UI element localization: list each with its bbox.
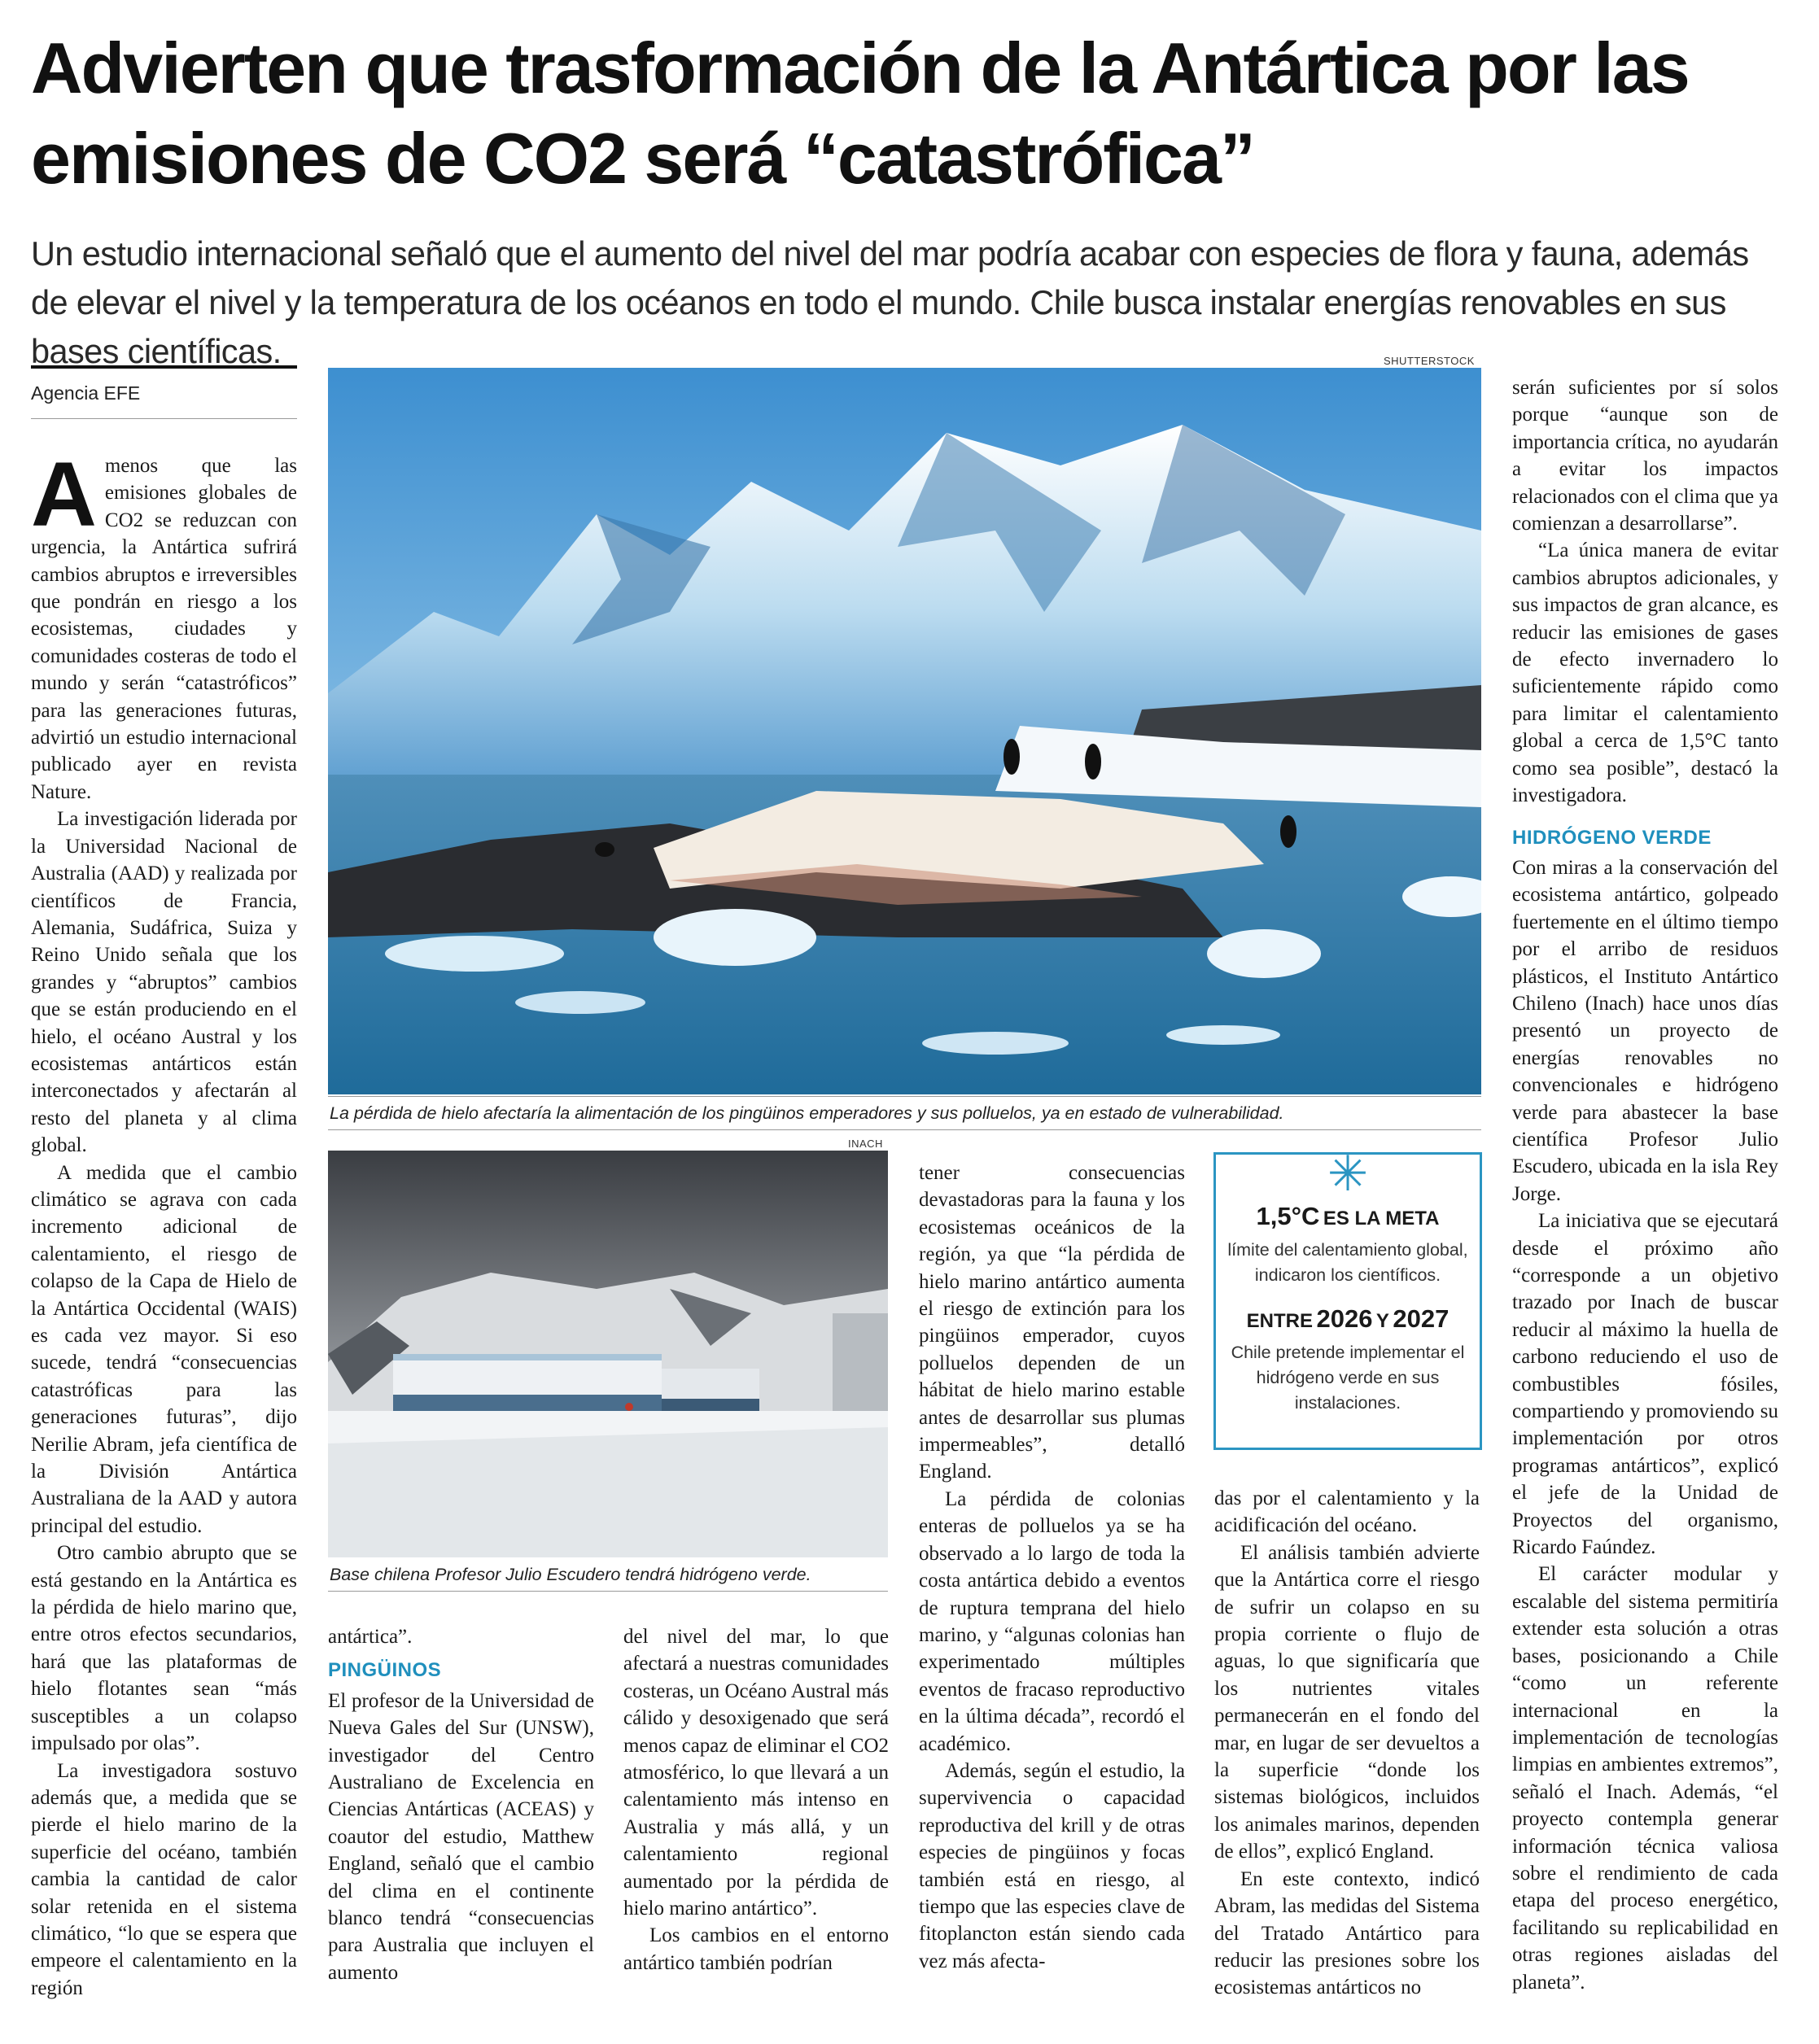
paragraph: del nivel del mar, lo que afectará a nuestras comunidades costeras, un Océano Austral más cálido y desoxigenado que será menos capaz de eliminar el CO2 atmosférico, lo que llevará a un calentamiento más intenso en Australia y más allá, y un calentamiento regional aumentado por la pérdida de hielo marino antártico”.: [623, 1626, 889, 1920]
asterisk-icon: ✳: [1327, 1146, 1369, 1201]
paragraph: El profesor de la Universidad de Nueva Gales del Sur (UNSW), investigador del Centro Australiano de Excelencia en Ciencias Antárticas (ACEAS) y coautor del estudio, Matthew England, señaló que el cambio del clima en el continente blanco tendrá “consecuencias para Australia que incluyen el aumento: [328, 1689, 594, 1984]
drop-cap: A: [31, 443, 97, 545]
photo-credit: SHUTTERSTOCK: [1384, 355, 1475, 367]
paragraph: A medida que el cambio climático se agrava con cada incremento adicional de calentamiento, el riesgo de colapso de la Capa de Hielo de la Antártica Occidental (WAIS) es cada vez mayor. Si eso sucede, tendrá “consecuencias catastróficas para las generaciones futuras”, dijo Nerilie Abram, jefa científica de la División Antártica Australiana de la AAD y autora principal del estudio.: [31, 1161, 297, 1537]
deck-subtitle: Un estudio internacional señaló que el aumento del nivel del mar podría acabar con especies de flora y fauna, además de elevar el nivel y la temperatura de los océanos en todo el mundo. Chile busca instalar energías renovables en sus bases científicas.: [31, 234, 1749, 370]
paragraph: La iniciativa que se ejecutará desde el próximo año “corresponde a un objetivo trazado por Inach de buscar reducir al máximo la huella de carbono reduciendo el uso de combustibles fósiles, compartiendo y promoviendo su implementación por otros programas antárticos”, explicó el jefe de la Unidad de Proyectos del organismo, Ricardo Faúndez.: [1512, 1210, 1778, 1559]
photo-caption: Base chilena Profesor Julio Escudero tendrá hidrógeno verde.: [330, 1565, 811, 1584]
article-column-3: [623, 1623, 889, 1976]
article-column-1: [31, 443, 297, 2002]
paragraph: antártica”.: [328, 1626, 413, 1648]
paragraph: tener consecuencias devastadoras para la fauna y los ecosistemas oceánicos de la región, ya que “la pérdida de hielo marino antártico aumenta el riesgo de extinción para los pingüinos emperador, cuyos polluelos dependen de un hábitat de hielo marino estable antes de desarrollar sus plumas impermeables”, detalló England.: [919, 1162, 1185, 1483]
paragraph: La investigación liderada por la Universidad Nacional de Australia (AAD) y realizada por científicos de Francia, Alemania, Sudáfrica, Suiza y Reino Unido señala que los grandes y “abruptos” cambios que se están produciendo en el hielo, el océano Austral y los ecosistemas antárticos están interconectados y afectarán al resto del planeta y al clima global.: [31, 808, 297, 1157]
fact-text-1: límite del calentamiento global, indicaron los científicos.: [1227, 1240, 1468, 1285]
antarctica-photo: [328, 368, 1481, 1094]
paragraph: La pérdida de colonias enteras de polluelos ya se ha observado a lo largo de toda la costa antártica debido a eventos de ruptura temprana del hielo marino, y “algunas colonias han experimentado múltiples eventos de fracaso reproductivo en la última década”, recordó el académico.: [919, 1487, 1185, 1755]
fact-box: [1213, 1146, 1482, 1450]
article-column-4: [919, 1160, 1185, 1975]
photo-caption: La pérdida de hielo afectaría la alimentación de los pingüinos emperadores y sus polluelos, ya en estado de vulnerabilidad.: [330, 1103, 1284, 1123]
paragraph: Con miras a la conservación del ecosistema antártico, golpeado fuertemente en el último tiempo por el arribo de residuos plásticos, el Instituto Antártico Chileno (Inach) hace unos días presentó un proyecto de energías renovables no convencionales e hidrógeno verde para abastecer la base científica Profesor Julio Escudero, ubicada en la isla Rey Jorge.: [1512, 856, 1778, 1205]
paragraph: “La única manera de evitar cambios abruptos adicionales, y sus impactos de gran alcance, es reducir las emisiones de gases de efecto invernadero lo suficientemente rápido como para limitar el calentamiento global a cerca de 1,5°C tanto como sea posible”, destacó la investigadora.: [1512, 539, 1778, 807]
paragraph: Los cambios en el entorno antártico también podrían: [623, 1924, 889, 1974]
paragraph: das por el calentamiento y la acidificación del océano.: [1214, 1487, 1480, 1537]
paragraph: La investigadora sostuvo además que, a medida que se pierde el hielo marino de la superficie del océano, también cambia la cantidad de calor solar retenida en el sistema climático, “lo que se espera que empeore el calentamiento en la región: [31, 1759, 297, 1999]
fact-text-2: Chile pretende implementar el hidrógeno verde en sus instalaciones.: [1231, 1343, 1465, 1413]
paragraph: El carácter modular y escalable del sistema permitiría extender esta solución a otras bases, posicionando a Chile “como un referente internacional en la implementación de tecnologías limpias en ambientes extremos”, señaló el Inach. Además, “el proyecto contempla generar información técnica valiosa sobre el rendimiento de cada etapa del proceso energético, facilitando su replicabilidad en otras regiones aisladas del planeta”.: [1512, 1563, 1778, 1994]
paragraph: serán suficientes por sí solos porque “aunque son de importancia crítica, no ayudarán a evitar los impactos relacionados con el clima que ya comienzan a desarrollarse”.: [1512, 377, 1778, 535]
paragraph: Además, según el estudio, la supervivencia o capacidad reproductiva del krill y de otras especies de pingüinos y focas también está en riesgo, al tiempo que las especies clave de fitoplancton están siendo cada vez más afecta-: [919, 1759, 1185, 1972]
fact-figure-2: ENTRE 2026 Y 2027: [1246, 1304, 1450, 1333]
article-column-2: [328, 1623, 594, 1986]
caption-rule: [328, 1129, 1481, 1130]
headline: Advierten que trasformación de la Antártica por las emisiones de CO2 será “catastrófica”: [31, 28, 1689, 199]
caption-rule: [328, 1591, 888, 1592]
section-heading: PINGÜINOS: [328, 1659, 442, 1682]
byline: Agencia EFE: [31, 382, 141, 404]
photo-credit: INACH: [848, 1138, 883, 1150]
base-photo: [328, 1151, 888, 1557]
section-heading: HIDRÓGENO VERDE: [1512, 826, 1712, 849]
byline-rule: [31, 365, 297, 369]
paragraph: menos que las emisiones globales de CO2 se reduzcan con urgencia, la Antártica sufrirá cambios abruptos e irreversibles que pondrán en riesgo a los ecosistemas, ciudades y comunidades costeras de todo el mundo y serán “catastróficos” para las generaciones futuras, advirtió un estudio internacional publicado ayer en revista Nature.: [31, 455, 297, 803]
paragraph: En este contexto, indicó Abram, las medidas del Sistema del Tratado Antártico para reducir las presiones sobre los ecosistemas antárticos no: [1214, 1867, 1480, 1999]
article-column-6: [1512, 374, 1778, 1996]
paragraph: Otro cambio abrupto que se está gestando en la Antártica es la pérdida de hielo marino que, entre otros efectos secundarios, hará que las plataformas de hielo flotantes sean “más susceptibles a un colapso impulsado por olas”.: [31, 1542, 297, 1755]
byline-divider: [31, 418, 297, 419]
article-column-5: [1214, 1485, 1480, 2002]
caption-rule: [328, 1096, 1481, 1097]
paragraph: El análisis también advierte que la Antártica corre el riesgo de sufrir un colapso en su propia corriente o flujo de aguas, lo que significaría que los nutrientes vitales permanecerán en el fondo del mar, en lugar de ser devueltos a la superficie “donde los sistemas biológicos, incluidos los animales marinos, dependen de ellos”, explicó England.: [1214, 1541, 1480, 1863]
fact-figure-1: 1,5°C ES LA META: [1256, 1202, 1440, 1230]
